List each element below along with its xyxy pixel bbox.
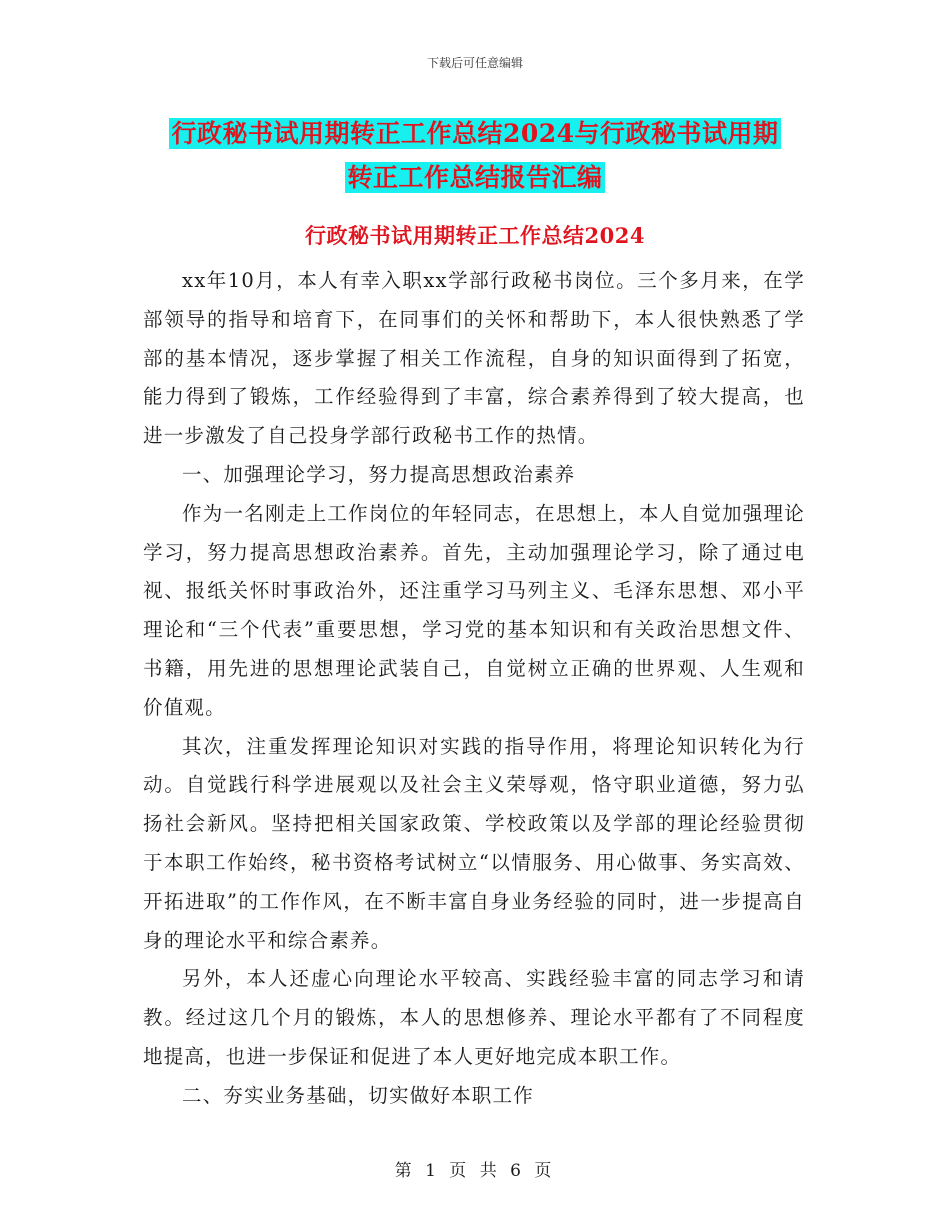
- document-title-line-2: 转正工作总结报告汇编: [347, 163, 603, 192]
- section-heading: 二、夯实业务基础，切实做好本职工作: [182, 1083, 534, 1107]
- paragraph: xx年10月，本人有幸入职xx学部行政秘书岗位。三个多月来，在学部领导的指导和培育下，在同事们的关怀和帮助下，本人很快熟悉了学部的基本情况，逐步掌握了相关工作流程，自身的知识面得到了拓宽，能力得到了锻炼，工作经验得到了丰富，综合素养得到了较大提高，也进一步激发了自己投身学部行政秘书工作的热情。: [143, 269, 805, 448]
- paragraph: 其次，注重发挥理论知识对实践的指导作用，将理论知识转化为行动。自觉践行科学进展观以及社会主义荣辱观，恪守职业道德，努力弘扬社会新风。坚持把相关国家政策、学校政策以及学部的理论经验贯彻于本职工作始终，秘书资格考试树立“以情服务、用心做事、务实高效、开拓进取”的工作作风，在不断丰富自身业务经验的同时，进一步提高自身的理论水平和综合素养。: [143, 734, 805, 952]
- page-number: 第 1 页 共 6 页: [394, 1161, 556, 1181]
- paragraph: 作为一名刚走上工作岗位的年轻同志，在思想上，本人自觉加强理论学习，努力提高思想政治素养。首先，主动加强理论学习，除了通过电视、报纸关怀时事政治外，还注重学习马列主义、毛泽东思想、邓小平理论和“三个代表”重要思想，学习党的基本知识和有关政治思想文件、书籍，用先进的思想理论武装自己，自觉树立正确的世界观、人生观和价值观。: [143, 501, 805, 719]
- section-heading: 一、加强理论学习，努力提高思想政治素养: [182, 462, 576, 486]
- document-title-line-1: 行政秘书试用期转正工作总结2024与行政秘书试用期: [171, 119, 779, 148]
- section-title: 行政秘书试用期转正工作总结2024: [305, 223, 645, 248]
- body-text: [143, 262, 805, 1116]
- paragraph: 另外，本人还虚心向理论水平较高、实践经验丰富的同志学习和请教。经过这几个月的锻炼，本人的思想修养、理论水平都有了不同程度地提高，也进一步保证和促进了本人更好地完成本职工作。: [143, 967, 805, 1068]
- header-note: 下载后可任意编辑: [426, 56, 523, 70]
- document-title: [140, 112, 810, 200]
